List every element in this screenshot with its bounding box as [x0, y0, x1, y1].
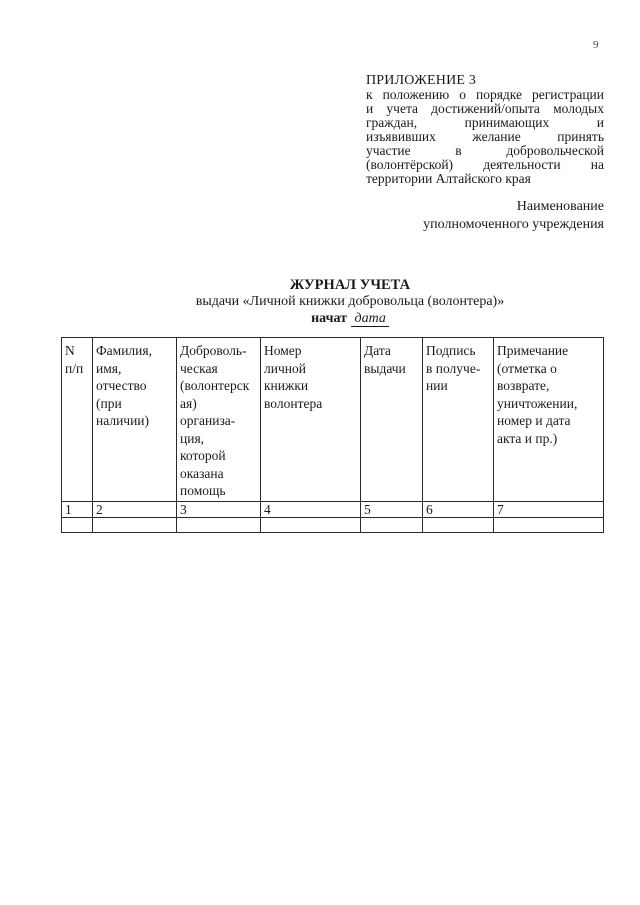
annex-block [366, 74, 604, 186]
journal-subtitle: выдачи «Личной книжки добровольца (волонтера)» [195, 294, 505, 309]
journal-title: ЖУРНАЛ УЧЕТА [289, 277, 411, 293]
empty-cell [261, 517, 361, 532]
started-label: начат [311, 311, 348, 326]
annex-line: участие в добровольческой [366, 143, 604, 158]
column-number-cell: 6 [423, 501, 494, 517]
table-header-row [62, 338, 604, 502]
annex-line: к положению о порядке регистрации [366, 87, 604, 102]
header-cell-issue-date: Дата выдачи [361, 338, 423, 502]
empty-cell [494, 517, 604, 532]
started-line [0, 311, 640, 327]
organization-line: Наименование [516, 199, 604, 214]
empty-cell [361, 517, 423, 532]
column-number-cell: 1 [62, 501, 93, 517]
column-number-cell: 4 [261, 501, 361, 517]
header-cell-number: N п/п [62, 338, 93, 502]
header-cell-organization: Доброволь- ческая (волонтерск ая) организа- ция, которой оказана помощь [177, 338, 261, 502]
journal-table [61, 337, 604, 533]
organization-block [423, 198, 604, 234]
column-number-cell: 2 [93, 501, 177, 517]
annex-heading: ПРИЛОЖЕНИЕ 3 [366, 73, 477, 88]
empty-cell [93, 517, 177, 532]
column-number-cell: 7 [494, 501, 604, 517]
annex-line: изъявивших желание принять [366, 129, 604, 144]
column-number-cell: 5 [361, 501, 423, 517]
table-row [62, 517, 604, 532]
empty-cell [177, 517, 261, 532]
annex-line: территории Алтайского края [366, 171, 531, 186]
table-number-row [62, 501, 604, 517]
annex-line: и учета достижений/опыта молодых [366, 101, 604, 116]
started-value: дата [351, 312, 389, 327]
page-number: 9 [593, 39, 599, 51]
annex-line: граждан, принимающих и [366, 115, 604, 130]
header-cell-name: Фамилия, имя, отчество (при наличии) [93, 338, 177, 502]
empty-cell [423, 517, 494, 532]
header-cell-note: Примечание (отметка о возврате, уничтожении, номер и дата акта и пр.) [494, 338, 604, 502]
column-number-cell: 3 [177, 501, 261, 517]
empty-cell [62, 517, 93, 532]
header-cell-book-number: Номер личной книжки волонтера [261, 338, 361, 502]
annex-line: (волонтёрской) деятельности на [366, 157, 604, 172]
header-cell-signature: Подпись в получе- нии [423, 338, 494, 502]
organization-line: уполномоченного учреждения [423, 217, 604, 232]
